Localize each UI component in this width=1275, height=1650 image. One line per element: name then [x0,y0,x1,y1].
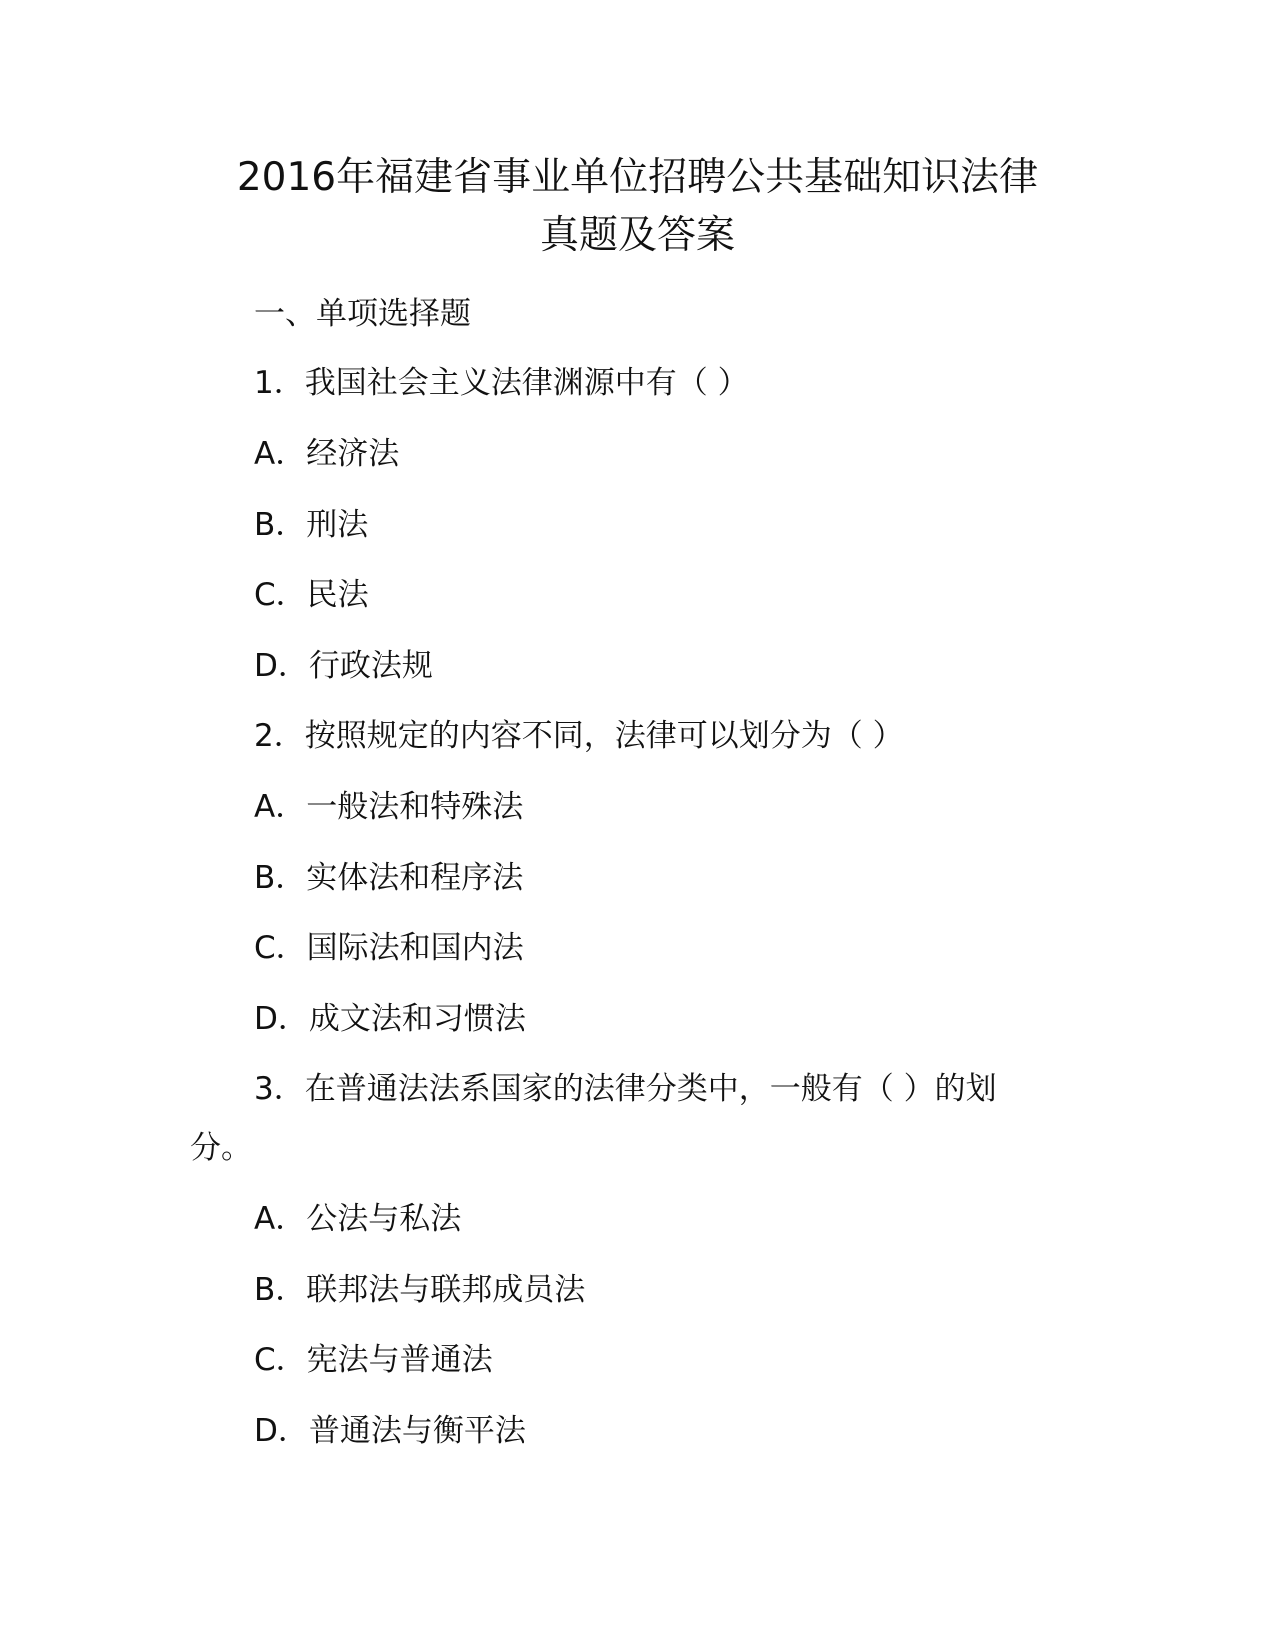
question-3-stem-line-2: 分。 [190,1130,252,1166]
question-3-option-d: D．普通法与衡平法 [254,1413,526,1449]
question-3-option-b: B．联邦法与联邦成员法 [254,1272,586,1308]
question-1-option-a: A．经济法 [254,436,400,472]
title-line-2: 真题及答案 [539,213,735,258]
question-2-option-b: B．实体法和程序法 [254,860,524,896]
title-line-1: 2016年福建省事业单位招聘公共基础知识法律 [236,155,1039,200]
question-1-stem: 1．我国社会主义法律渊源中有（ ） [254,365,749,401]
question-2-stem: 2．按照规定的内容不同，法律可以划分为（ ） [254,718,904,754]
question-3-stem-line-1: 3．在普通法法系国家的法律分类中，一般有（ ）的划 [254,1071,997,1107]
document-title [150,149,1125,265]
question-3-option-c: C．宪法与普通法 [254,1342,493,1378]
question-3-option-a: A．公法与私法 [254,1201,462,1237]
question-2-option-c: C．国际法和国内法 [254,930,524,966]
question-2-option-a: A．一般法和特殊法 [254,789,524,825]
question-1-option-b: B．刑法 [254,507,369,543]
section-heading: 一、单项选择题 [254,296,471,332]
question-1-option-d: D．行政法规 [254,648,433,684]
question-1-option-c: C．民法 [254,577,369,613]
question-2-option-d: D．成文法和习惯法 [254,1001,526,1037]
